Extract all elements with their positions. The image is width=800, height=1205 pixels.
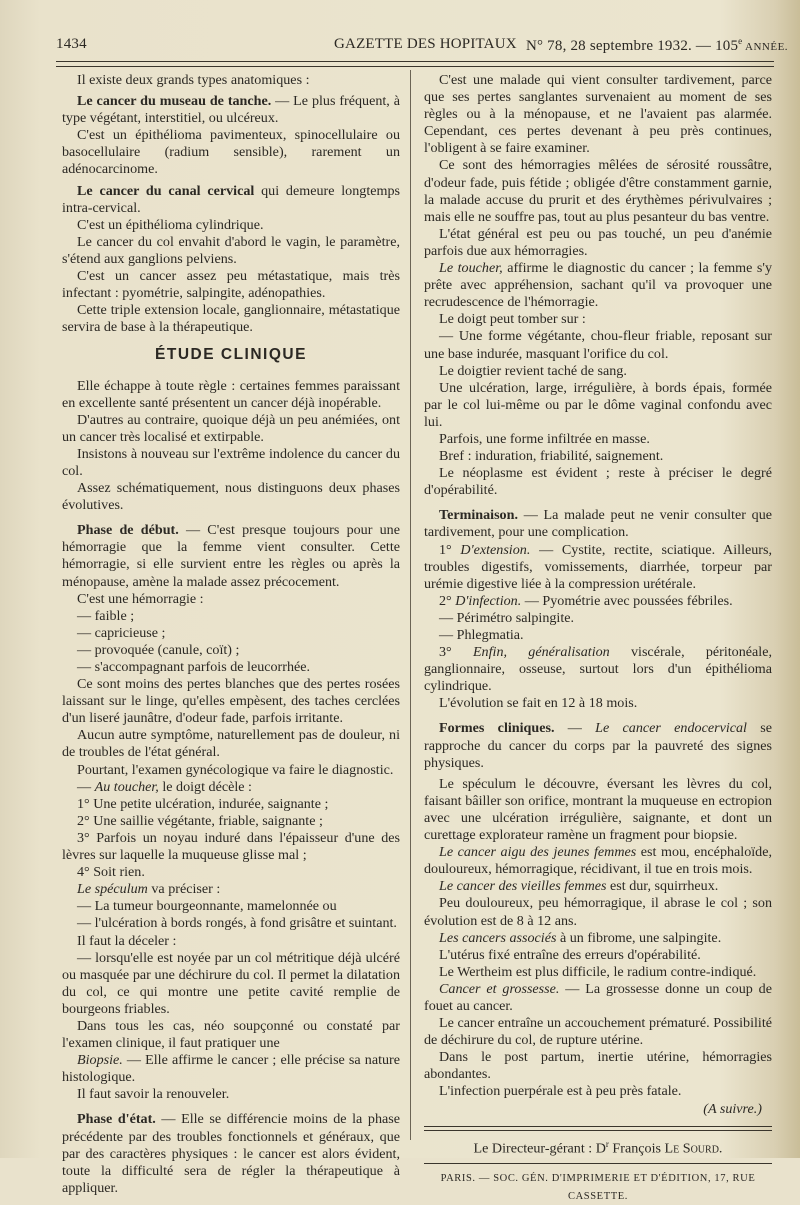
page-header [56,36,789,58]
list-item: 1° Une petite ulcération, indurée, saignante ; [77,795,329,812]
paragraph: L'utérus fixé entraîne des erreurs d'opérabilité. [439,946,701,963]
list-item: 3° Parfois un noyau induré dans l'épaisseur d'une des lèvres sur laquelle la muqueuse glisse mal ; [62,829,400,864]
paragraph: C'est un cancer assez peu métastatique, mais très infectant : pyométrie, salpingite, adénopathies. [62,268,400,302]
left-column [62,72,400,1197]
paragraph: Le doigtier revient taché de sang. [439,362,627,379]
list-item: 2° D'infection. — Pyométrie avec poussées fébriles. [439,592,733,609]
paragraph: Le spéculum le découvre, éversant les lèvres du col, faisant bâiller son orifice, montrant la muqueuse en ectropion avec une ulcération irrégulière, saignante, et dont un curettage explorateur ramène un fragment pour biopsie. [424,775,772,844]
paragraph: Le cancer entraîne un accouchement prématuré. Possibilité de déchirure du col, de rupture utérine. [424,1015,772,1049]
paragraph: Le cancer des vieilles femmes est dur, squirrheux. [439,878,719,895]
list-item: 1° D'extension. — Cystite, rectite, sciatique. Ailleurs, troubles digestifs, vomissements, diarrhée, torpeur par urémie digestive liée à la compression urétérale. [424,541,772,592]
paragraph: Le cancer aigu des jeunes femmes est mou, encéphaloïde, douloureux, hémorragique, récidivant, il tue en trois mois. [424,844,772,878]
paragraph: Il faut la déceler : [77,932,177,949]
paragraph: Le doigt peut tomber sur : [439,311,586,328]
journal-title: GAZETTE DES HOPITAUX [334,36,517,52]
list-item: — provoquée (canule, coït) ; [77,641,240,658]
paragraph: — Au toucher, le doigt décèle : [77,778,252,795]
paragraph: Insistons à nouveau sur l'extrême indolence du cancer du col. [62,445,400,479]
to-be-continued: (A suivre.) [703,1100,762,1117]
page-number: 1434 [56,36,87,52]
list-item: — s'accompagnant parfois de leucorrhée. [77,659,311,675]
paragraph: Biopsie. — Elle affirme le cancer ; elle précise sa nature histologique. [62,1052,400,1086]
paragraph: D'autres au contraire, quoique déjà un peu anémiées, ont un cancer très localisé et extirpable. [62,411,400,445]
column-divider [410,70,411,1140]
paragraph: Dans tous les cas, néo soupçonné ou constaté par l'examen clinique, il faut pratiquer une [62,1017,400,1052]
paragraph: Phase de début. — C'est presque toujours pour une hémorragie que la femme vient consulter. Cette hémorragie, si elle survient entre les règles ou après la ménopause, amène la malade assez précocement. [62,522,400,590]
issue-info: N° 78, 28 septembre 1932. — 105e ANNÉE. [526,36,789,54]
paragraph: Peu douloureux, peu hémorragique, il abrase le col ; son évolution est de 8 à 12 ans. [424,895,772,929]
paragraph: Formes cliniques. — Le cancer endocervical se rapproche du cancer du corps par la pauvreté des signes physiques. [424,720,773,771]
paragraph: C'est une hémorragie : [77,590,204,607]
paragraph: — lorsqu'elle est noyée par un col métritique déjà ulcéré ou masquée par une déchirure du col. Il permet la dilatation du col, ce qui montre une petite cavité remplie de bourgeons friables. [62,949,400,1017]
paragraph: Terminaison. — La malade peut ne venir consulter que tardivement, pour une complication. [424,507,772,541]
footer-rule [424,1126,772,1131]
paragraph: Le toucher, affirme le diagnostic du cancer ; la femme s'y prête avec appréhension, sachant qu'il va provoquer une recrudescence de l'hémorragie. [424,260,772,311]
list-item: — faible ; [77,607,135,624]
list-item: 2° Une saillie végétante, friable, saignante ; [77,812,323,829]
paragraph: C'est une malade qui vient consulter tardivement, parce que ses pertes sanglantes survenaient au moment de ses règles ou à la ménopause, et ne l'avaient pas alarmée. Cependant, ces pertes devenant à peu près continues, l'obligent à se faire examiner. [424,72,772,157]
list-item: — Une forme végétante, chou-fleur friable, reposant sur une base indurée, masquant l'orifice du col. [424,328,772,362]
paragraph: Les cancers associés à un fibrome, une salpingite. [439,929,722,946]
paragraph: Ce sont moins des pertes blanches que des pertes rosées laissant sur le linge, qu'elles empèsent, des taches cerclées d'un liseré jaunâtre, d'odeur fade, parfois irritante. [62,676,400,727]
list-item: 3° Enfin, généralisation viscérale, péritonéale, ganglionnaire, osseuse, surtout lors d'un épithélioma cylindrique. [424,644,772,695]
paragraph: Le cancer du col envahit d'abord le vagin, le paramètre, s'étend aux ganglions pelviens. [62,233,400,267]
list-item: — La tumeur bourgeonnante, mamelonnée ou [77,898,337,915]
paragraph: Pourtant, l'examen gynécologique va faire le diagnostic. [77,761,394,778]
paragraph: L'infection puerpérale est à peu près fatale. [439,1083,682,1100]
paragraph: Aucun autre symptôme, naturellement pas de douleur, ni de troubles de l'état général. [62,727,400,761]
paragraph: L'évolution se fait en 12 à 18 mois. [439,695,638,712]
list-item: — capricieuse ; [77,624,166,641]
paragraph: Le néoplasme est évident ; reste à préciser le degré d'opérabilité. [424,465,772,499]
paragraph: Le cancer du museau de tanche. — Le plus fréquent, à type végétant, interstitiel, ou ulcéreux. [62,93,400,127]
paragraph: Assez schématiquement, nous distinguons deux phases évolutives. [62,480,400,514]
right-column [424,72,772,1205]
paragraph: C'est un épithélioma cylindrique. [77,216,264,233]
paragraph: Il existe deux grands types anatomiques : [77,72,310,88]
paragraph: Cancer et grossesse. — La grossesse donne un coup de fouet au cancer. [424,980,772,1014]
list-item: — Phlegmatia. [439,627,524,643]
director-line: Le Directeur-gérant : $D^r$ François Le Sourd. [473,1138,723,1157]
paragraph: Ce sont des hémorragies mêlées de sérosité roussâtre, d'odeur fade, puis fétide ; obligée d'être constamment garnie, la malade accuse du prurit et des érythèmes périvulvaires ; mais elle ne souffre pas, tout au plus pesanteur du bas ventre. [424,157,772,225]
paragraph: Parfois, une forme infiltrée en masse. [439,430,650,447]
paragraph: L'état général est peu ou pas touché, un peu d'anémie parfois due aux hémorragies. [424,225,772,259]
list-item: — Périmétro salpingite. [439,609,575,626]
paragraph: C'est un épithélioma pavimenteux, spinocellulaire ou basocellulaire (radium sensible), rarement un adénocarcinome. [62,127,400,178]
list-item: — l'ulcération à bords rongés, à fond grisâtre et suintant. [77,915,397,932]
paragraph: Cette triple extension locale, ganglionnaire, métastatique servira de base à la thérapeutique. [62,302,400,336]
paragraph: Il faut savoir la renouveler. [77,1086,230,1103]
paragraph: Bref : induration, friabilité, saignement. [439,448,664,465]
paragraph: Phase d'état. — Elle se différencie moins de la phase précédente par des troubles fonctionnels et généraux, que par des caractères physiques : le cancer est alors évident, toute la difficulté sera de régler la thérapeutique à appliquer. [62,1111,400,1196]
paragraph: Dans le post partum, inertie utérine, hémorragies abondantes. [424,1049,772,1083]
section-heading: ÉTUDE CLINIQUE [155,346,307,364]
header-rule [56,61,774,67]
paragraph: Le cancer du canal cervical qui demeure longtemps intra-cervical. [62,182,400,216]
paragraph: Une ulcération, large, irrégulière, à bords épais, formée par le col lui-même ou par le dôme vaginal confondu avec lui. [424,379,772,430]
list-item: 4° Soit rien. [77,864,145,881]
printer-rule [424,1163,772,1164]
paragraph: Le Wertheim est plus difficile, le radium contre-indiqué. [439,963,757,980]
paragraph: Le spéculum va préciser : [77,881,221,898]
paragraph: Elle échappe à toute règle : certaines femmes paraissant en excellente santé présentent un cancer déjà inopérable. [62,377,400,411]
printer-line: PARIS. — SOC. GÉN. D'IMPRIMERIE ET D'ÉDITION, 17, RUE CASSETTE. [440,1173,756,1202]
